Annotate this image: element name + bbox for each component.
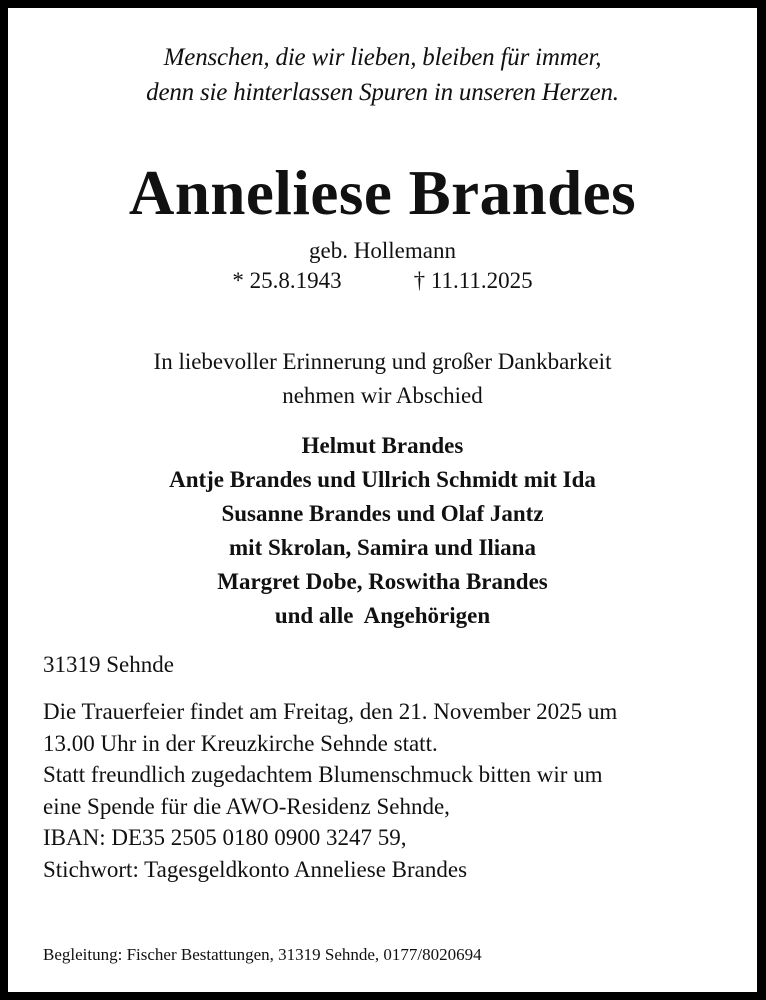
details-line: Stichwort: Tagesgeldkonto Anneliese Brandes (43, 856, 468, 882)
mourner-line: mit Skrolan, Samira und Iliana (229, 535, 536, 560)
details-line: Statt freundlich zugedachtem Blumenschmuck bitten wir um (43, 762, 603, 787)
deceased-name: Anneliese Brandes (128, 158, 637, 228)
mourners-list (8, 429, 757, 633)
intro-line: nehmen wir Abschied (282, 383, 483, 408)
quote-line: denn sie hinterlassen Spuren in unseren Herzen. (146, 79, 619, 106)
mourner-line: Helmut Brandes (301, 433, 464, 458)
details-line: 13.00 Uhr in der Kreuzkirche Sehnde statt. (43, 730, 438, 756)
farewell-intro (8, 345, 757, 413)
funeral-details (43, 696, 727, 885)
details-line: eine Spende für die AWO-Residenz Sehnde, (43, 793, 450, 819)
quote-line: Menschen, die wir lieben, bleiben für immer, (163, 44, 602, 71)
details-line: IBAN: DE35 2505 0180 0900 3247 59, (43, 825, 407, 850)
details-line: Die Trauerfeier findet am Freitag, den 21. November 2025 um (43, 699, 618, 724)
funeral-home-footer: Begleitung: Fischer Bestattungen, 31319 Sehnde, 0177/8020694 (43, 945, 482, 964)
mourner-line: und alle Angehörigen (274, 603, 491, 628)
intro-line: In liebevoller Erinnerung und großer Dankbarkeit (153, 349, 612, 374)
mourner-line: Antje Brandes und Ullrich Schmidt mit Ida (169, 467, 596, 492)
mourner-line: Margret Dobe, Roswitha Brandes (217, 569, 548, 594)
mourner-line: Susanne Brandes und Olaf Jantz (221, 501, 544, 526)
memorial-quote (8, 40, 757, 110)
maiden-name: geb. Hollemann (309, 238, 456, 263)
place: 31319 Sehnde (43, 652, 174, 677)
life-dates (8, 266, 757, 296)
birth-date: * 25.8.1943 (232, 268, 342, 293)
death-date: † 11.11.2025 (413, 268, 533, 293)
